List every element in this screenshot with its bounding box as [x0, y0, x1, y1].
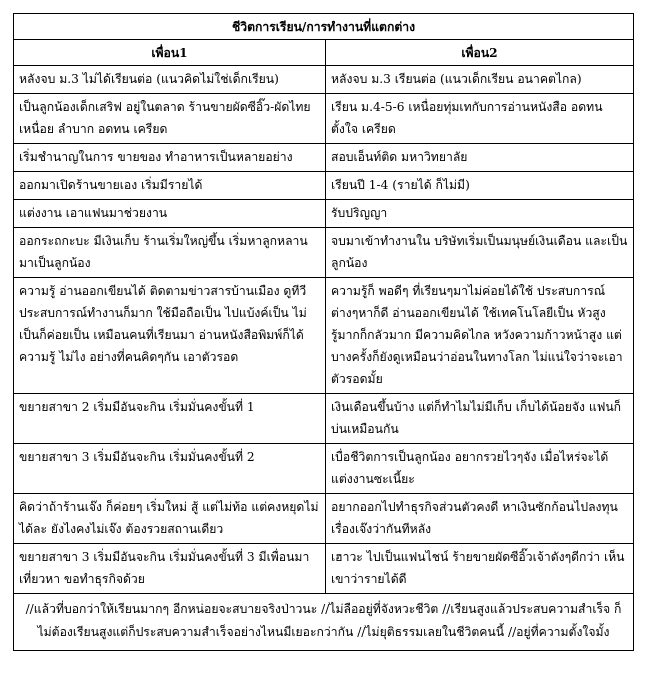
table-row	[14, 172, 634, 200]
table-row	[14, 144, 634, 172]
friend1-cell: ออกมาเปิดร้านขายเอง เริ่มมีรายได้	[14, 172, 326, 200]
table-row	[14, 228, 634, 278]
friend2-cell: เฮาวะ ไปเป็นแฟนไชน์ ร้ายขายผัดซีอิ๊วเจ้าดังๆดีกว่า เห็นเขาว่ารายได้ดี	[326, 544, 634, 594]
friend2-cell: เรียน ม.4-5-6 เหนื่อยทุ่มเทกับการอ่านหนังสือ อดทน ตั้งใจ เครียด	[326, 94, 634, 144]
friend2-cell: อยากออกไปทำธุรกิจส่วนตัวคงดี หาเงินซักก้อนไปลงทุน เรื่องเจ๊งว่ากันทีหลัง	[326, 494, 634, 544]
friend1-cell: ขยายสาขา 2 เริ่มมีอันจะกิน เริ่มมั่นคงขั้นที่ 1	[14, 394, 326, 444]
table-row	[14, 494, 634, 544]
friend2-cell: รับปริญญา	[326, 200, 634, 228]
friend1-cell: หลังจบ ม.3 ไม่ได้เรียนต่อ (แนวคิดไม่ใช่เด็กเรียน)	[14, 66, 326, 94]
friend2-cell: เรียนปี 1-4 (รายได้ ก็ไม่มี)	[326, 172, 634, 200]
friend1-cell: เริ่มชำนาญในการ ขายของ ทำอาหารเป็นหลายอย่าง	[14, 144, 326, 172]
friend2-cell: เงินเดือนขึ้นบ้าง แต่ก็ทำไมไม่มีเก็บ เก็บได้น้อยจัง แฟนก็บ่นเหมือนกัน	[326, 394, 634, 444]
friend2-cell: ความรู้ก็ พอดีๆ ที่เรียนๆมาไม่ค่อยได้ใช้ ประสบการณ์ต่างๆหาก็ดี อ่านออกเขียนได้ ใช้เทคโนโลยีเป็น หัวสูง รู้มากก็กลัวมาก มีความคิดไกล หวังความก้าวหน้าสูง แต่บางครั้งก็ยังดูเหมือนว่าอ่อนในทางโลก ไม่แน่ใจว่าจะเอาตัวรอดมั้ย	[326, 278, 634, 394]
table-row	[14, 94, 634, 144]
friend1-cell: ขยายสาขา 3 เริ่มมีอันจะกิน เริ่มมั่นคงขั้นที่ 3 มีเพื่อนมาเที่ยวหา ขอทำธุรกิจด้วย	[14, 544, 326, 594]
friend1-cell: ขยายสาขา 3 เริ่มมีอันจะกิน เริ่มมั่นคงขั้นที่ 2	[14, 444, 326, 494]
friend2-cell: เบื่อชีวิตการเป็นลูกน้อง อยากรวยไวๆจัง เมื่อไหร่จะได้แต่งงานซะเนี้ยะ	[326, 444, 634, 494]
friend1-cell: ความรู้ อ่านออกเขียนได้ ติดตามข่าวสารบ้านเมือง ดูทีวี ประสบการณ์ทำงานก็มาก ใช้มือถือเป็น ไปแบ้งค์เป็น ไม่เป็นก็ค่อยเป็น เหมือนคนที่เรียนมา อ่านหนังสือพิมพ์ก็ได้ ความรู้ ไม่ไง อย่างที่คนคิดๆกัน เอาตัวรอด	[14, 278, 326, 394]
comparison-table	[13, 13, 634, 651]
column-header-friend1: เพื่อน1	[14, 40, 326, 66]
table-row	[14, 66, 634, 94]
friend2-cell: สอบเอ็นท์ติด มหาวิทยาลัย	[326, 144, 634, 172]
table-row	[14, 444, 634, 494]
friend2-cell: จบมาเข้าทำงานใน บริษัทเริ่มเป็นมนุษย์เงินเดือน และเป็นลูกน้อง	[326, 228, 634, 278]
table-row	[14, 544, 634, 594]
friend1-cell: แต่งงาน เอาแฟนมาช่วยงาน	[14, 200, 326, 228]
friend2-cell: หลังจบ ม.3 เรียนต่อ (แนวเด็กเรียน อนาคตไกล)	[326, 66, 634, 94]
friend1-cell: ออกระถกะบะ มีเงินเก็บ ร้านเริ่มใหญ่ขึ้น เริ่มหาลูกหลานมาเป็นลูกน้อง	[14, 228, 326, 278]
friend1-cell: เป็นลูกน้องเด็กเสริฟ อยู่ในตลาด ร้านขายผัดซีอิ๊ว-ผัดไทย เหนื่อย ลำบาก อดทน เครียด	[14, 94, 326, 144]
table-caption: ชีวิตการเรียน/การทำงานที่แตกต่าง	[14, 14, 634, 40]
table-row	[14, 278, 634, 394]
column-header-friend2: เพื่อน2	[326, 40, 634, 66]
table-row	[14, 200, 634, 228]
table-row	[14, 394, 634, 444]
caption-row	[14, 14, 634, 40]
friend1-cell: คิดว่าถ้าร้านเจ๊ง ก็ค่อยๆ เริ่มใหม่ สู้ แต่ไม่ท้อ แต่คงหยุดไม่ได้ละ ยังไงคงไม่เจ๊ง ต้องรวยสถานเดียว	[14, 494, 326, 544]
header-row	[14, 40, 634, 66]
table-footer-note: //แล้วที่บอกว่าให้เรียนมากๆ อีกหน่อยจะสบายจริงป่าวนะ //ไม่ลืออยู่ที่จังหวะชีวิต //เรียนสูงแล้วประสบความสำเร็จ ก็ไม่ต้องเรียนสูงแต่ก็ประสบความสำเร็จอย่างไหนมีเยอะกว่ากัน //ไม่ยุติธรรมเลยในชีวิตคนนี้ //อยู่ที่ความตั้งใจมั้ง	[14, 594, 634, 651]
footer-row	[14, 594, 634, 651]
